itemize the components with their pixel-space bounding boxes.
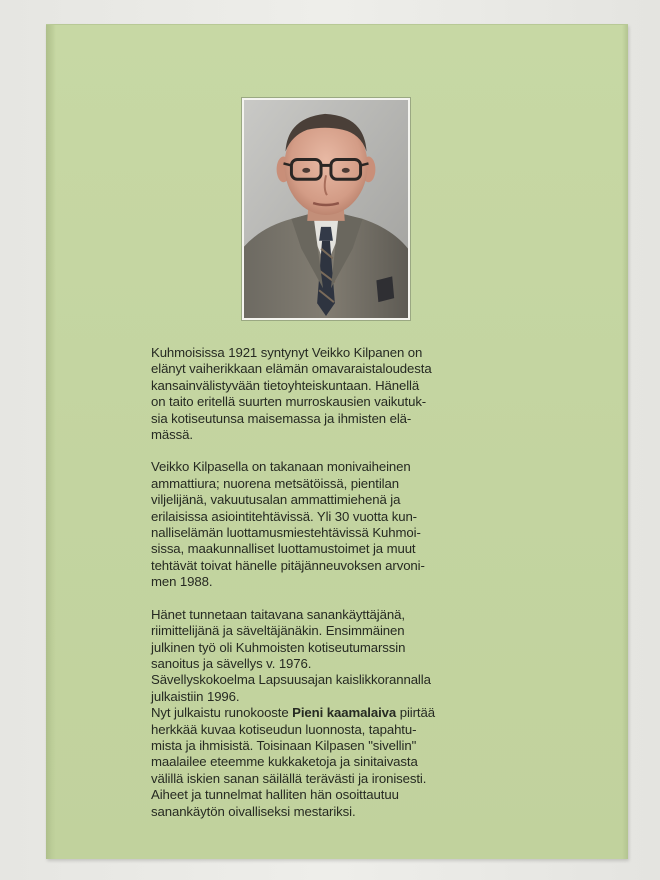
book-back-cover <box>46 24 628 859</box>
author-portrait-image <box>244 100 408 318</box>
spine-edge <box>46 25 56 859</box>
bio-paragraph-4-lead: Nyt julkaistu runokooste <box>151 705 293 721</box>
bio-paragraph-1: Kuhmoisissa 1921 syntynyt Veikko Kilpanen on elänyt vaiherikkaan elämän omavaraistaloudesta kansainvälistyvään tietoyhteiskuntaan. Hänellä on taito eritellä suurten murroskausien vaikutuk- sia kotiseutunsa maisemassa ja ihmisten elä- mässä. <box>151 345 432 443</box>
book-title: Pieni kaamalaiva <box>292 705 397 721</box>
cover-right-edge <box>622 25 628 859</box>
bio-paragraph-4-rest: piirtää herkkää kuvaa kotiseudun luonnosta, tapahtu- mista ja ihmisistä. Toisinaan Kilpasen "sivellin" maalailee eteemme kukkaketoja ja sinitaivasta välillä iskien sanan säilällä terävästi ja ironisesti. Aiheet ja tunnelmat halliten hän osoittautuu sanankäytön oivalliseksi mestariksi. <box>151 705 435 819</box>
author-bio <box>151 345 529 820</box>
bio-paragraph-3: Hänet tunnetaan taitavana sanankäyttäjänä, riimittelijänä ja säveltäjänäkin. Ensimmäinen julkinen työ oli Kuhmoisten kotiseutumarssin sanoitus ja sävellys v. 1976. Sävellyskokoelma Lapsuusajan kaislikkorannalla julkaistiin 1996. <box>151 606 431 704</box>
bio-paragraph-2: Veikko Kilpasella on takanaan monivaiheinen ammattiura; nuorena metsätöissä, pientilan viljelijänä, vakuutusalan ammattimiehenä ja erilaisissa asiointitehtävissä. Yli 30 vuotta kun- nalliselämän luottamusmiestehtävissä Kuhmoi- sissa, maakunnalliset luottamustoimet ja muut tehtävät toivat hänelle pitäjänneuvoksen arvoni- men 1988. <box>151 459 425 590</box>
author-portrait <box>241 97 411 321</box>
bio-paragraph-4 <box>151 705 529 820</box>
